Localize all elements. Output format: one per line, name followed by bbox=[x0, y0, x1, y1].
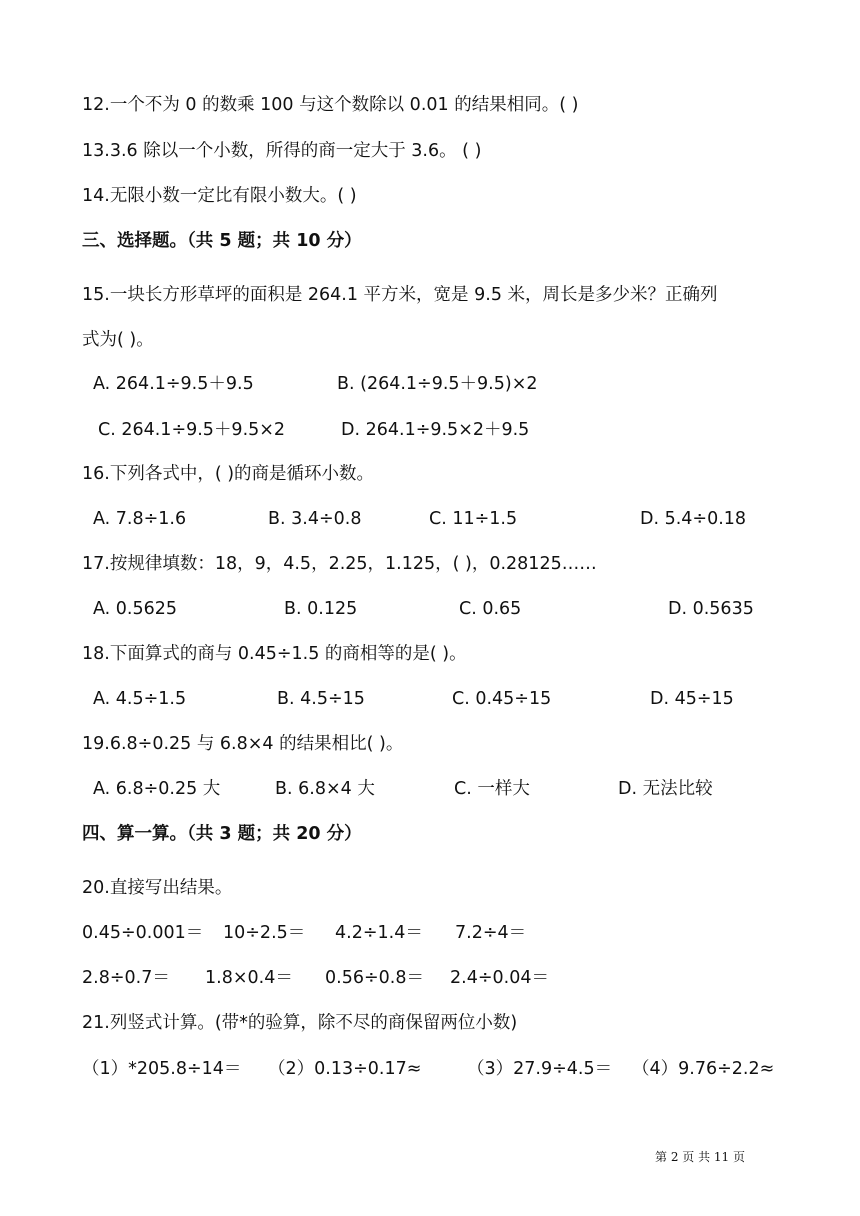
question-13: 13.3.6 除以一个小数，所得的商一定大于 3.6。 ( ) bbox=[82, 141, 482, 161]
q16-option-d: D. 5.4÷0.18 bbox=[640, 509, 747, 529]
q20-row2-item1: 2.8÷0.7＝ bbox=[82, 968, 170, 988]
q18-option-a: A. 4.5÷1.5 bbox=[93, 689, 187, 709]
question-16: 16.下列各式中，( )的商是循环小数。 bbox=[82, 464, 375, 484]
q20-row1-item2: 10÷2.5＝ bbox=[223, 923, 306, 943]
question-19: 19.6.8÷0.25 与 6.8×4 的结果相比( )。 bbox=[82, 734, 404, 754]
question-21: 21.列竖式计算。(带*的验算，除不尽的商保留两位小数) bbox=[82, 1013, 518, 1033]
q17-option-d: D. 0.5635 bbox=[668, 599, 754, 619]
question-17: 17.按规律填数：18，9，4.5，2.25，1.125，( )，0.28125…… bbox=[82, 554, 597, 574]
question-12: 12.一个不为 0 的数乘 100 与这个数除以 0.01 的结果相同。( ) bbox=[82, 95, 579, 115]
q19-option-a: A. 6.8÷0.25 大 bbox=[93, 779, 221, 799]
page-number: 第 2 页 共 11 页 bbox=[655, 1150, 745, 1164]
q17-option-b: B. 0.125 bbox=[284, 599, 358, 619]
q20-row2-item2: 1.8×0.4＝ bbox=[205, 968, 293, 988]
q20-row1-item4: 7.2÷4＝ bbox=[455, 923, 527, 943]
section-3-title: 三、选择题。（共 5 题；共 10 分） bbox=[82, 231, 362, 251]
q20-row1-item3: 4.2÷1.4＝ bbox=[335, 923, 423, 943]
question-15-line2: 式为( )。 bbox=[82, 330, 154, 350]
q19-option-d: D. 无法比较 bbox=[618, 779, 713, 799]
q16-option-c: C. 11÷1.5 bbox=[429, 509, 518, 529]
q15-option-c: C. 264.1÷9.5＋9.5×2 bbox=[98, 420, 286, 440]
q21-item3: （3）27.9÷4.5＝ bbox=[467, 1059, 613, 1079]
q15-option-a: A. 264.1÷9.5＋9.5 bbox=[93, 374, 254, 394]
q19-option-c: C. 一样大 bbox=[454, 779, 530, 799]
question-18: 18.下面算式的商与 0.45÷1.5 的商相等的是( )。 bbox=[82, 644, 467, 664]
question-15-line1: 15.一块长方形草坪的面积是 264.1 平方米，宽是 9.5 米，周长是多少米？正确列 bbox=[82, 285, 718, 305]
q17-option-a: A. 0.5625 bbox=[93, 599, 178, 619]
q17-option-c: C. 0.65 bbox=[459, 599, 522, 619]
question-20: 20.直接写出结果。 bbox=[82, 878, 233, 898]
q16-option-b: B. 3.4÷0.8 bbox=[268, 509, 362, 529]
q18-option-d: D. 45÷15 bbox=[650, 689, 734, 709]
q21-item1: （1）*205.8÷14＝ bbox=[82, 1059, 242, 1079]
q18-option-b: B. 4.5÷15 bbox=[277, 689, 365, 709]
q20-row2-item3: 0.56÷0.8＝ bbox=[325, 968, 424, 988]
q15-option-b: B. (264.1÷9.5＋9.5)×2 bbox=[337, 374, 538, 394]
q20-row1-item1: 0.45÷0.001＝ bbox=[82, 923, 204, 943]
question-14: 14.无限小数一定比有限小数大。( ) bbox=[82, 186, 357, 206]
section-4-title: 四、算一算。（共 3 题；共 20 分） bbox=[82, 824, 362, 844]
q20-row2-item4: 2.4÷0.04＝ bbox=[450, 968, 549, 988]
q21-item2: （2）0.13÷0.17≈ bbox=[268, 1059, 422, 1079]
q19-option-b: B. 6.8×4 大 bbox=[275, 779, 375, 799]
q21-item4: （4）9.76÷2.2≈ bbox=[632, 1059, 775, 1079]
q16-option-a: A. 7.8÷1.6 bbox=[93, 509, 187, 529]
q15-option-d: D. 264.1÷9.5×2＋9.5 bbox=[341, 420, 530, 440]
q18-option-c: C. 0.45÷15 bbox=[452, 689, 552, 709]
